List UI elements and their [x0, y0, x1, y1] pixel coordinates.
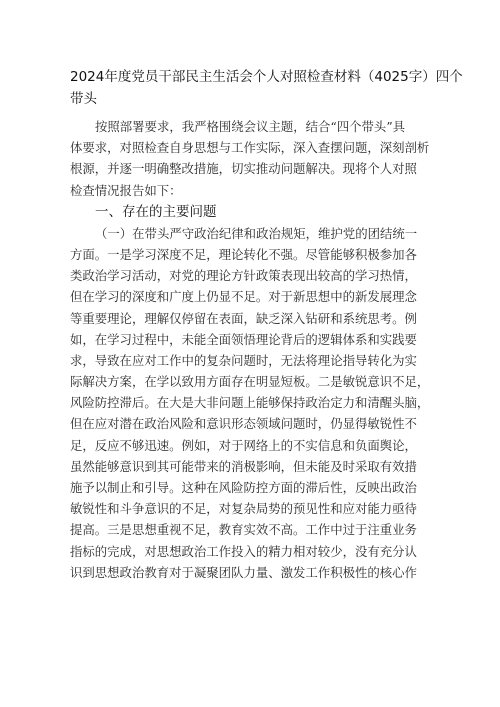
body-line: 施予以制止和引导。这种在风险防控方面的滞后性，反映出政治 [70, 480, 417, 495]
intro-line: 检查情况报告如下： [70, 182, 182, 198]
title-line: 2024年度党员干部民主生活会个人对照检查材料（4025字）四个 [70, 69, 463, 85]
body-line: 但在应对潜在政治风险和意识形态领域问题时，仍显得敏锐性不 [70, 416, 417, 432]
body-line: 指标的完成，对思想政治工作投入的精力相对较少，没有充分认 [70, 543, 417, 559]
body-line: 但在学习的深度和广度上仍显不足。对于新思想中的新发展理念 [70, 289, 417, 305]
intro-line: 根源，并逐一明确整改措施，切实推动问题解决。现将个人对照 [70, 161, 417, 177]
section-heading: 一、存在的主要问题 [95, 203, 217, 220]
body-line: 足，反应不够迅速。例如，对于网络上的不实信息和负面舆论， [70, 437, 417, 453]
intro-line: 按照部署要求，我严格围绕会议主题，结合“四个带头”具 [95, 119, 406, 134]
body-line: 敏锐性和斗争意识的不足，对复杂局势的预见性和应对能力亟待 [70, 501, 417, 517]
body-line: （一）在带头严守政治纪律和政治规矩，维护党的团结统一 [95, 225, 418, 241]
body-line: 方面。一是学习深度不足，理论转化不强。尽管能够积极参加各 [70, 246, 417, 262]
body-line: 等重要理论，理解仅停留在表面，缺乏深入钻研和系统思考。例 [70, 310, 417, 326]
body-line: 如，在学习过程中，未能全面领悟理论背后的逻辑体系和实践要 [70, 331, 417, 347]
title-line: 带头 [70, 91, 97, 107]
document-title [70, 66, 463, 110]
body-line: 提高。三是思想重视不足，教育实效不高。工作中过于注重业务 [70, 522, 417, 538]
intro-line: 体要求，对照检查自身思想与工作实际，深入查摆问题，深刻剖析 [70, 140, 430, 156]
body-line: 求，导致在应对工作中的复杂问题时，无法将理论指导转化为实 [70, 352, 417, 368]
body-line: 类政治学习活动，对党的理论方针政策表现出较高的学习热情， [70, 268, 417, 284]
body-line: 际解决方案，在学以致用方面存在明显短板。二是敏锐意识不足， [70, 374, 430, 390]
body-line: 虽然能够意识到其可能带来的消极影响，但未能及时采取有效措 [70, 458, 417, 474]
body-line: 风险防控滞后。在大是大非问题上能够保持政治定力和清醒头脑， [70, 395, 430, 411]
document-body [70, 116, 440, 583]
body-line: 识到思想政治教育对于凝聚团队力量、激发工作积极性的核心作 [70, 564, 417, 580]
